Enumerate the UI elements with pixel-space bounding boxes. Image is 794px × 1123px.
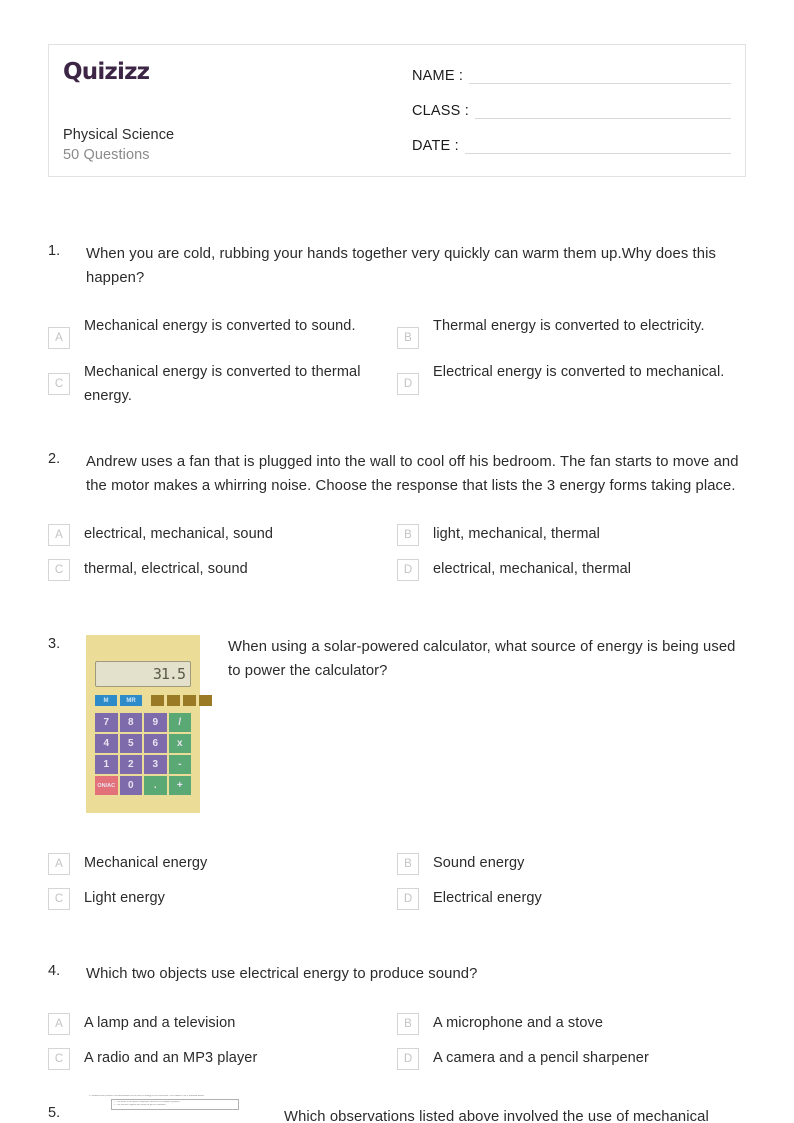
option-letter-b: B bbox=[397, 524, 419, 546]
question-2-option-d[interactable] bbox=[397, 557, 746, 581]
question-3 bbox=[0, 635, 794, 921]
calc-key: / bbox=[169, 713, 192, 732]
class-field-row bbox=[412, 102, 731, 119]
question-4-options bbox=[0, 1011, 794, 1081]
question-1-text: When you are cold, rubbing your hands together very quickly can warm them up.Why does this happen? bbox=[86, 246, 716, 286]
option-text-c: A radio and an MP3 player bbox=[84, 1050, 258, 1066]
option-letter-d: D bbox=[397, 1048, 419, 1070]
question-2-number: 2. bbox=[48, 451, 61, 467]
option-letter-b: B bbox=[397, 1013, 419, 1035]
option-text-d: Electrical energy bbox=[433, 890, 542, 906]
worksheet-header-card bbox=[48, 44, 746, 177]
question-4-option-b[interactable] bbox=[397, 1011, 746, 1035]
name-field-label: NAME : bbox=[412, 68, 464, 84]
question-3-option-b[interactable] bbox=[397, 851, 746, 875]
class-field-input[interactable] bbox=[475, 104, 731, 119]
question-4-number: 4. bbox=[48, 963, 61, 979]
calc-key: - bbox=[169, 755, 192, 774]
question-2 bbox=[0, 450, 794, 592]
question-4-option-d[interactable] bbox=[397, 1046, 746, 1070]
question-3-number: 3. bbox=[48, 636, 61, 652]
option-letter-c: C bbox=[48, 1048, 70, 1070]
calc-key: 5 bbox=[120, 734, 143, 753]
question-1-option-b[interactable] bbox=[397, 314, 746, 349]
calc-key: ON/AC bbox=[95, 776, 118, 795]
option-text-d: A camera and a pencil sharpener bbox=[433, 1050, 649, 1066]
spacer bbox=[145, 695, 148, 706]
option-letter-a: A bbox=[48, 1013, 70, 1035]
question-1-number: 1. bbox=[48, 243, 61, 259]
observations-heading: 5. Students were asked to list observations of the uses of energy in the classroom. One student's list is provided below. bbox=[89, 1095, 205, 1097]
option-letter-d: D bbox=[397, 559, 419, 581]
question-3-options bbox=[0, 851, 794, 921]
class-field-label: CLASS : bbox=[412, 103, 470, 119]
date-field-label: DATE : bbox=[412, 138, 459, 154]
question-1-option-c[interactable] bbox=[48, 360, 397, 408]
calc-key: 6 bbox=[144, 734, 167, 753]
solar-calculator-image bbox=[86, 635, 200, 813]
option-letter-b: B bbox=[397, 853, 419, 875]
option-text-a: Mechanical energy is converted to sound. bbox=[84, 318, 356, 334]
calculator-mr-key: MR bbox=[120, 695, 142, 706]
question-5-number: 5. bbox=[48, 1105, 61, 1121]
question-3-option-c[interactable] bbox=[48, 886, 397, 910]
calc-key: . bbox=[144, 776, 167, 795]
calculator-keypad bbox=[95, 713, 191, 795]
question-5-header bbox=[0, 1093, 794, 1123]
quiz-title: Physical Science bbox=[63, 127, 175, 143]
question-2-header bbox=[0, 450, 794, 498]
calculator-m-key: M bbox=[95, 695, 117, 706]
question-2-option-c[interactable] bbox=[48, 557, 397, 581]
question-2-option-b[interactable] bbox=[397, 522, 746, 546]
question-3-option-a[interactable] bbox=[48, 851, 397, 875]
observation-row: 2. The teacher clapped her hands to get our attention. bbox=[114, 1104, 167, 1107]
calc-key: 4 bbox=[95, 734, 118, 753]
date-field-input[interactable] bbox=[465, 139, 731, 154]
question-4-header bbox=[0, 962, 794, 986]
calc-key: 2 bbox=[120, 755, 143, 774]
option-letter-b: B bbox=[397, 327, 419, 349]
calculator-display-value: 31.5 bbox=[152, 665, 185, 683]
calc-key: 7 bbox=[95, 713, 118, 732]
solar-cell-icon bbox=[151, 695, 164, 706]
name-field-row bbox=[412, 67, 731, 84]
question-1-options bbox=[0, 314, 794, 419]
question-5-text: Which observations listed above involved the use of mechanical bbox=[284, 1109, 709, 1123]
question-5 bbox=[0, 1093, 794, 1123]
option-text-c: Mechanical energy is converted to thermal energy. bbox=[84, 364, 361, 404]
solar-cell-icon bbox=[199, 695, 212, 706]
calc-key: 3 bbox=[144, 755, 167, 774]
option-text-c: Light energy bbox=[84, 890, 166, 906]
solar-cell-icon bbox=[183, 695, 196, 706]
option-letter-d: D bbox=[397, 888, 419, 910]
option-text-b: Sound energy bbox=[433, 855, 525, 871]
question-2-options bbox=[0, 522, 794, 592]
option-letter-a: A bbox=[48, 327, 70, 349]
name-field-input[interactable] bbox=[469, 69, 731, 84]
option-text-d: Electrical energy is converted to mechanical. bbox=[433, 364, 725, 380]
question-3-option-d[interactable] bbox=[397, 886, 746, 910]
date-field-row bbox=[412, 137, 731, 154]
option-letter-a: A bbox=[48, 853, 70, 875]
option-text-d: electrical, mechanical, thermal bbox=[433, 561, 632, 577]
option-letter-d: D bbox=[397, 373, 419, 395]
option-letter-a: A bbox=[48, 524, 70, 546]
question-4 bbox=[0, 962, 794, 1081]
question-1-header bbox=[0, 242, 794, 290]
observations-table bbox=[111, 1099, 239, 1109]
question-1-option-d[interactable] bbox=[397, 360, 746, 408]
question-2-text: Andrew uses a fan that is plugged into the wall to cool off his bedroom. The fan starts to move and the motor makes a whirring noise. Choose the response that lists the 3 energy forms taking place. bbox=[86, 454, 739, 494]
question-4-text: Which two objects use electrical energy to produce sound? bbox=[86, 966, 478, 982]
option-letter-c: C bbox=[48, 888, 70, 910]
option-text-a: Mechanical energy bbox=[84, 855, 208, 871]
option-text-a: electrical, mechanical, sound bbox=[84, 526, 274, 542]
header-left-panel bbox=[49, 45, 409, 176]
option-text-b: light, mechanical, thermal bbox=[433, 526, 601, 542]
calc-key: 0 bbox=[120, 776, 143, 795]
option-text-b: A microphone and a stove bbox=[433, 1015, 604, 1031]
question-1 bbox=[0, 242, 794, 419]
option-text-a: A lamp and a television bbox=[84, 1015, 236, 1031]
calc-key: + bbox=[169, 776, 192, 795]
student-info-fields bbox=[409, 45, 745, 176]
question-3-text: When using a solar-powered calculator, what source of energy is being used to power the calculator? bbox=[228, 639, 736, 679]
quizizz-logo: Quizizz bbox=[63, 59, 150, 85]
option-text-b: Thermal energy is converted to electricity. bbox=[433, 318, 705, 334]
solar-cell-icon bbox=[167, 695, 180, 706]
question-4-option-a[interactable] bbox=[48, 1011, 397, 1035]
calc-key: 8 bbox=[120, 713, 143, 732]
observation-row: 1. The motor in the pencil sharpener turned on to sharpen my pencil. bbox=[114, 1101, 181, 1104]
calc-key: 9 bbox=[144, 713, 167, 732]
quiz-question-count: 50 Questions bbox=[63, 147, 150, 163]
calculator-memory-row bbox=[95, 695, 212, 706]
observations-list-image bbox=[86, 1093, 256, 1123]
calc-key: x bbox=[169, 734, 192, 753]
question-2-option-a[interactable] bbox=[48, 522, 397, 546]
option-text-c: thermal, electrical, sound bbox=[84, 561, 248, 577]
option-letter-c: C bbox=[48, 373, 70, 395]
calc-key: 1 bbox=[95, 755, 118, 774]
option-letter-c: C bbox=[48, 559, 70, 581]
calculator-display bbox=[95, 661, 191, 687]
question-1-option-a[interactable] bbox=[48, 314, 397, 349]
question-4-option-c[interactable] bbox=[48, 1046, 397, 1070]
question-3-header bbox=[0, 635, 794, 813]
